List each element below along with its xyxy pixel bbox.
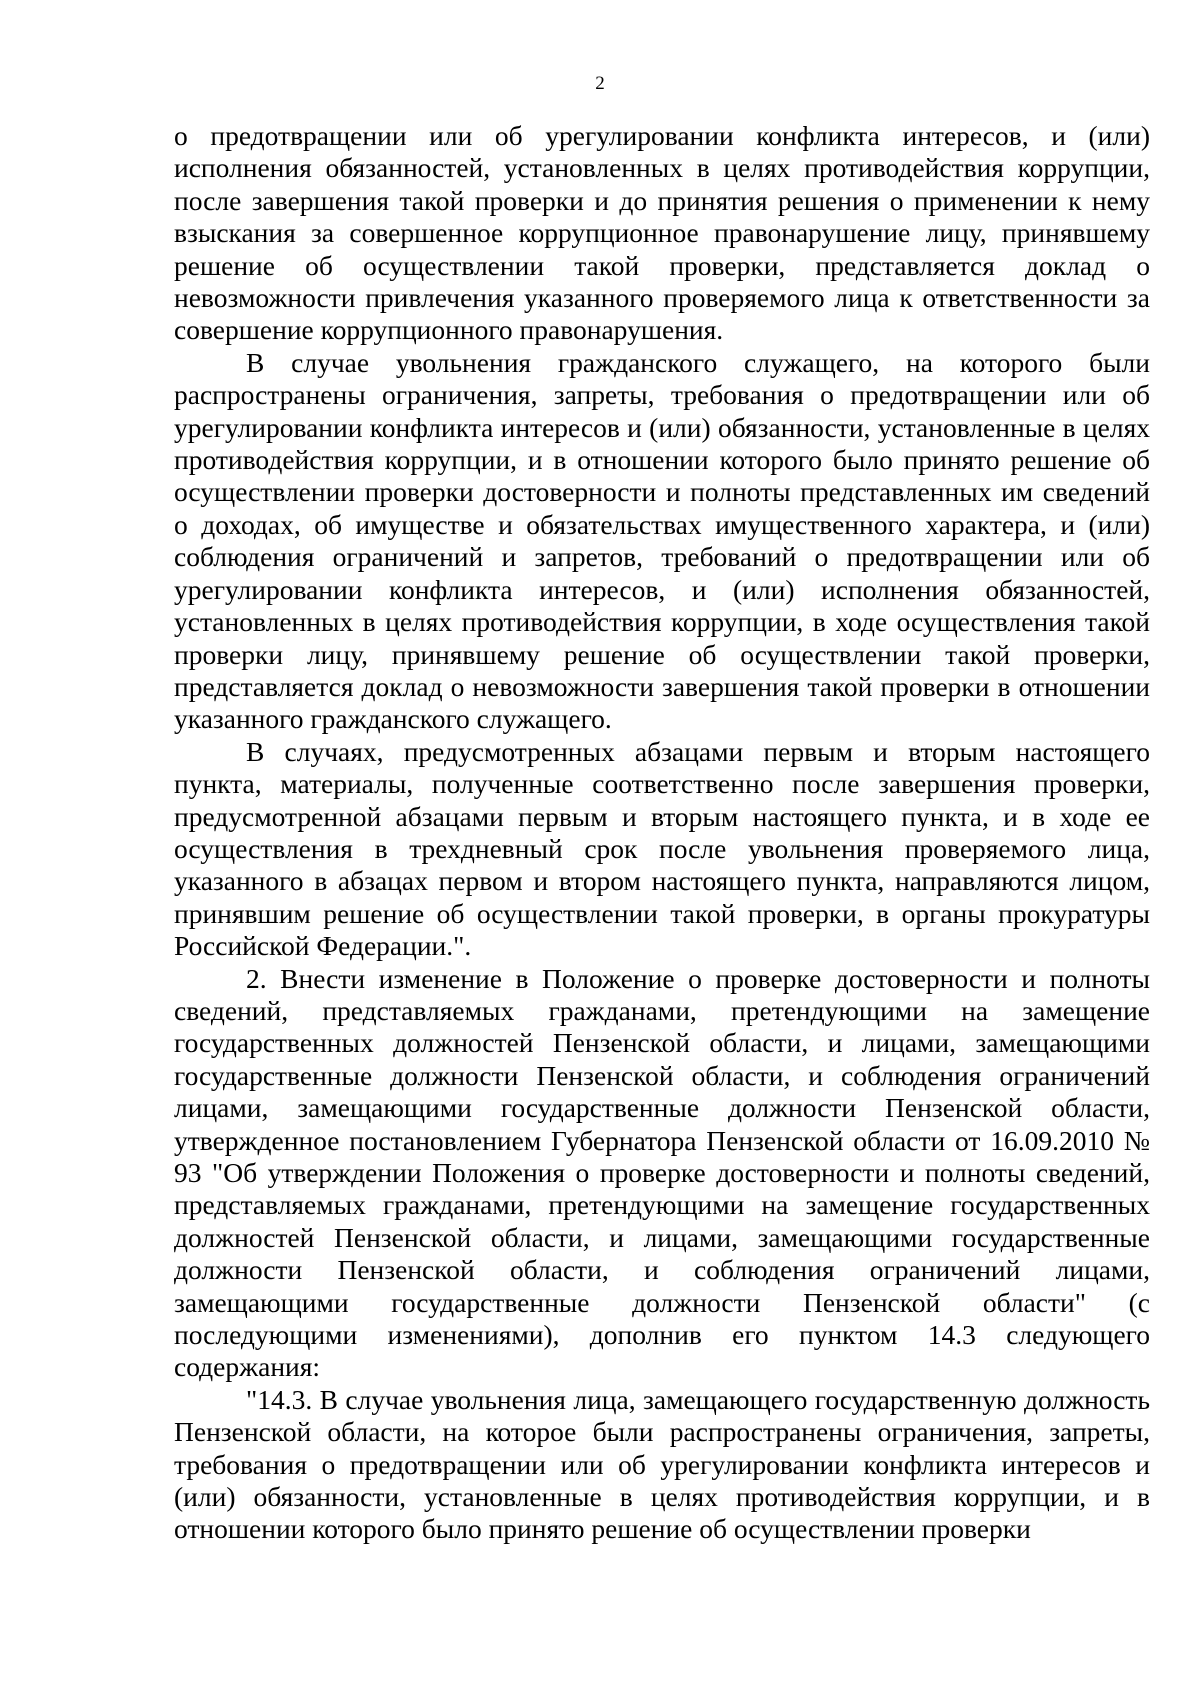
paragraph-materials-to-prosecutor: В случаях, предусмотренных абзацами первым и вторым настоящего пункта, материалы, полученные соответственно после завершения проверки, предусмотренной абзацами первым и вторым настоящего пункта, и в ходе ее осуществления в трехдневный срок после увольнения проверяемого лица, указанного в абзацах первом и втором настоящего пункта, направляются лицом, принявшим решение об осуществлении такой проверки, в органы прокуратуры Российской Федерации.". [174, 735, 1150, 962]
document-body [174, 120, 1150, 1546]
paragraph-amendment-item-2: 2. Внести изменение в Положение о проверке достоверности и полноты сведений, представляемых гражданами, претендующими на замещение государственных должностей Пензенской области, и лицами, замещающими государственные должности Пензенской области, и соблюдения ограничений лицами, замещающими государственные должности Пензенской области, утвержденное постановлением Губернатора Пензенской области от 16.09.2010 № 93 "Об утверждении Положения о проверке достоверности и полноты сведений, представляемых гражданами, претендующими на замещение государственных должностей Пензенской области, и лицами, замещающими государственные должности Пензенской области, и соблюдения ограничений лицами, замещающими государственные должности Пензенской области" (с последующими изменениями), дополнив его пунктом 14.3 следующего содержания: [174, 962, 1150, 1383]
page-number: 2 [595, 73, 605, 94]
paragraph-continuation: о предотвращении или об урегулировании конфликта интересов, и (или) исполнения обязанностей, установленных в целях противодействия коррупции, после завершения такой проверки и до принятия решения о применении к нему взыскания за совершенное коррупционное правонарушение лицу, принявшему решение об осуществлении такой проверки, представляется доклад о невозможности привлечения указанного проверяемого лица к ответственности за совершение коррупционного правонарушения. [174, 120, 1150, 346]
paragraph-item-14-3: "14.3. В случае увольнения лица, замещающего государственную должность Пензенской области, на которое были распространены ограничения, запреты, требования о предотвращении или об урегулировании конфликта интересов и (или) обязанности, установленные в целях противодействия коррупции, и в отношении которого было принято решение об осуществлении проверки [174, 1383, 1150, 1545]
paragraph-dismissal-civil-servant: В случае увольнения гражданского служащего, на которого были распространены ограничения, запреты, требования о предотвращении или об урегулировании конфликта интересов и (или) обязанности, установленные в целях противодействия коррупции, и в отношении которого было принято решение об осуществлении проверки достоверности и полноты представленных им сведений о доходах, об имуществе и обязательствах имущественного характера, и (или) соблюдения ограничений и запретов, требований о предотвращении или об урегулировании конфликта интересов, и (или) исполнения обязанностей, установленных в целях противодействия коррупции, в ходе осуществления такой проверки лицу, принявшему решение об осуществлении такой проверки, представляется доклад о невозможности завершения такой проверки в отношении указанного гражданского служащего. [174, 346, 1150, 735]
